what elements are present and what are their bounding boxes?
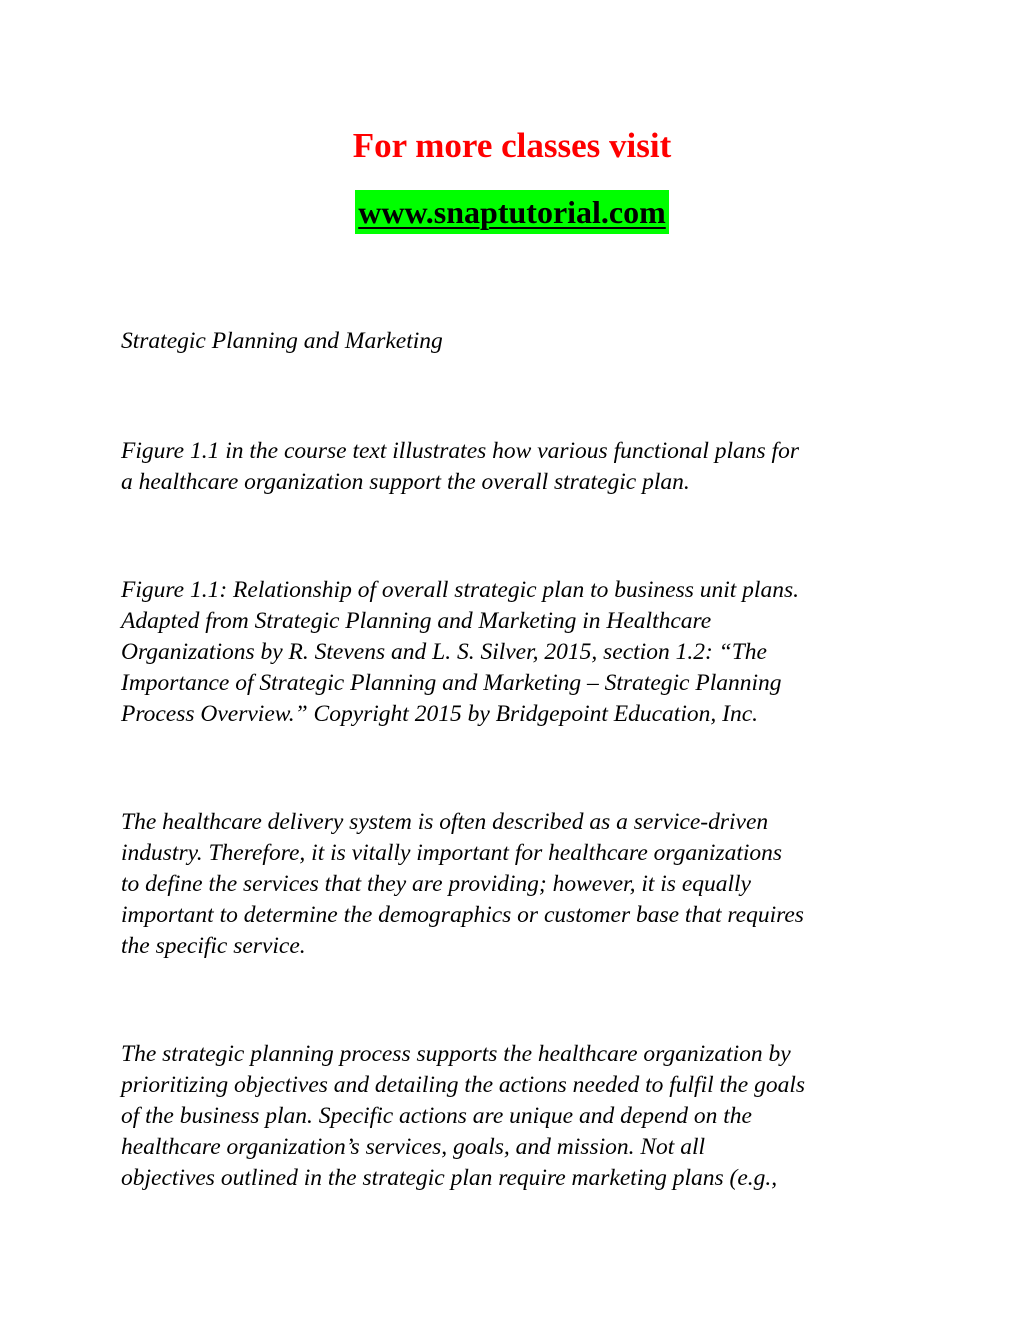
document-subtitle [121,326,921,357]
text-line: a healthcare organization support the overall strategic plan. [121,469,690,495]
subtitle-line: Strategic Planning and Marketing [121,328,443,354]
text-line: Adapted from Strategic Planning and Marketing in Healthcare [121,608,712,634]
text-line: The strategic planning process supports the healthcare organization by [121,1041,791,1067]
text-line: to define the services that they are providing; however, it is equally [121,871,751,897]
paragraph-figure-caption [121,575,921,730]
text-line: Figure 1.1 in the course text illustrates how various functional plans for [121,438,799,464]
text-line: Process Overview.” Copyright 2015 by Bridgepoint Education, Inc. [121,701,759,727]
text-line: of the business plan. Specific actions are unique and depend on the [121,1103,752,1129]
text-line: Organizations by R. Stevens and L. S. Silver, 2015, section 1.2: “The [121,639,767,665]
text-line: objectives outlined in the strategic plan require marketing plans (e.g., [121,1165,778,1191]
text-line: the specific service. [121,933,306,959]
paragraph-service-driven [121,807,921,962]
text-line: industry. Therefore, it is vitally important for healthcare organizations [121,840,783,866]
text-line: healthcare organization’s services, goals, and mission. Not all [121,1134,706,1160]
paragraph-strategic-process [121,1039,921,1194]
promo-heading: For more classes visit [352,126,672,165]
paragraph-figure-intro [121,436,921,498]
text-line: prioritizing objectives and detailing the actions needed to fulfil the goals [121,1072,806,1098]
text-line: Figure 1.1: Relationship of overall strategic plan to business unit plans. [121,577,799,603]
text-line: Importance of Strategic Planning and Marketing – Strategic Planning [121,670,782,696]
website-link[interactable]: www.snaptutorial.com [355,190,669,234]
text-line: The healthcare delivery system is often described as a service-driven [121,809,769,835]
promo-link-container [0,190,1024,234]
text-line: important to determine the demographics or customer base that requires [121,902,804,928]
